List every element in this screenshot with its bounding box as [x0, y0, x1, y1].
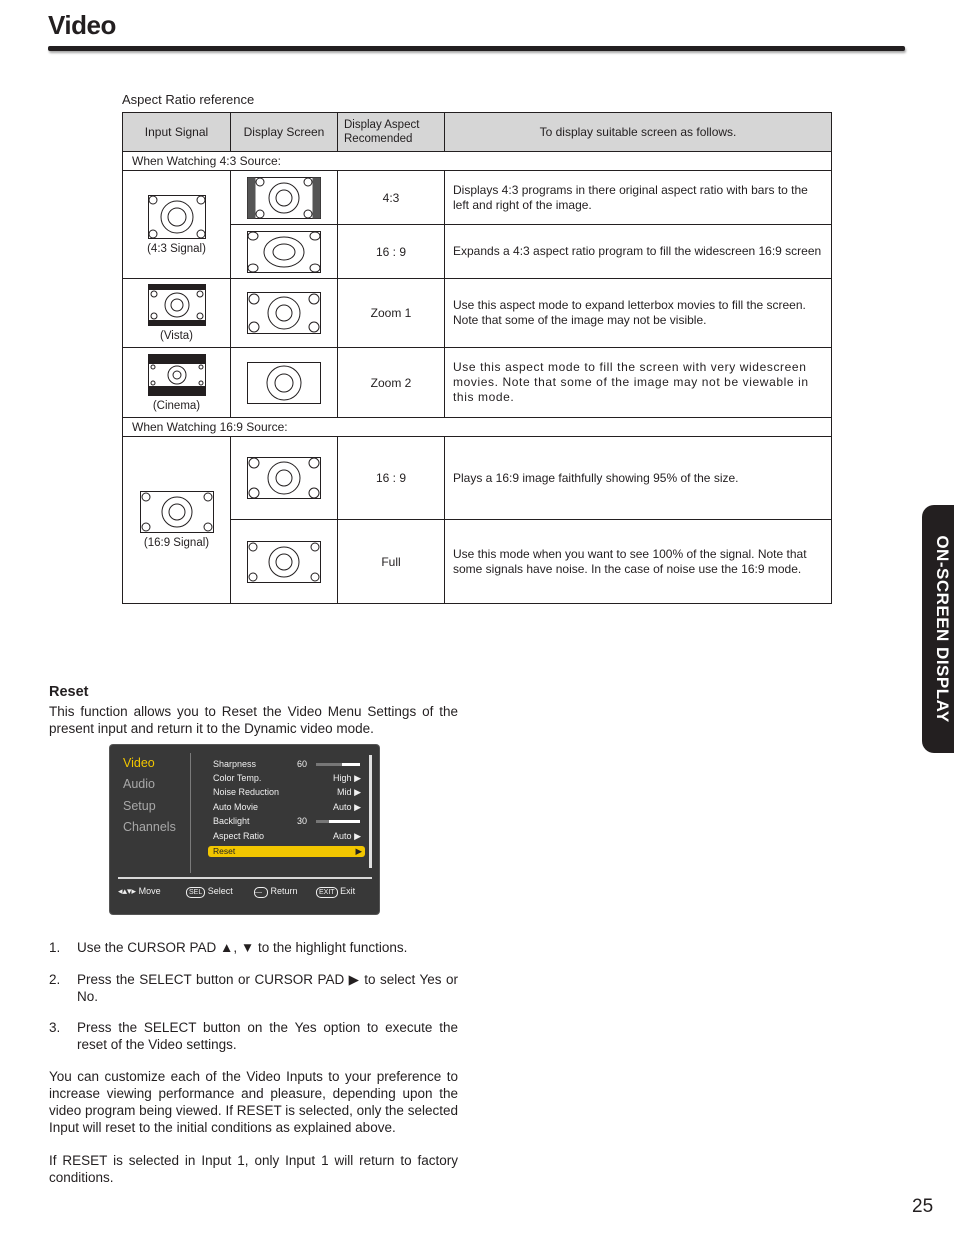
section-side-tab: [922, 505, 954, 753]
header-display-screen: Display Screen: [231, 113, 338, 152]
aspect-value: 16 : 9: [338, 437, 445, 520]
aspect-value: Zoom 2: [338, 348, 445, 418]
step-number: 2.: [49, 972, 61, 987]
signal-43-thumbnail: [148, 195, 206, 239]
footer-return: [254, 886, 298, 898]
chevron-right-icon: ▶: [354, 831, 361, 841]
sharpness-level-fill: [316, 763, 342, 766]
menu-item-reset-highlight[interactable]: [208, 846, 365, 857]
step-number: 1.: [49, 940, 61, 955]
section-169-source: When Watching 16:9 Source:: [123, 418, 832, 437]
menu-divider-vertical: [190, 753, 191, 873]
aspect-description: Displays 4:3 programs in there original aspect ratio with bars to the left and right of the image.: [445, 171, 832, 225]
signal-cinema-thumbnail: [148, 354, 206, 396]
footer-return-label: Return: [270, 886, 298, 896]
step-2: [49, 971, 458, 1005]
page-title: Video: [48, 10, 116, 40]
display-screen-zoom1: [231, 279, 338, 348]
footer-select: [186, 886, 233, 898]
aspect-value: Zoom 1: [338, 279, 445, 348]
chevron-right-icon: ▶: [354, 773, 361, 783]
menu-item-color-temp[interactable]: [213, 773, 363, 786]
step-text: Press the SELECT button on the Yes option to execute the reset of the Video settings.: [77, 1020, 458, 1052]
screen-43-pillarbox-thumbnail: [247, 177, 321, 219]
aspect-ratio-table: [122, 112, 832, 604]
footer-select-label: Select: [207, 886, 233, 896]
menu-item-aspect-ratio[interactable]: [213, 831, 363, 844]
footer-exit-label: Exit: [340, 886, 356, 896]
display-screen-zoom2: [231, 348, 338, 418]
display-screen-169-95: [231, 437, 338, 520]
footer-move-label: Move: [138, 886, 161, 896]
menu-item-label: Backlight: [213, 816, 250, 826]
menu-item-value: Auto: [333, 831, 352, 841]
screen-full-thumbnail: [247, 541, 321, 583]
signal-label-169: (16:9 Signal): [143, 537, 210, 549]
customize-paragraph: You can customize each of the Video Inputs to your preference to increase viewing performance and pleasure, depending upon the video program being viewed. If RESET is selected, only the selected Input will reset to the initial conditions as explained above.: [49, 1069, 458, 1135]
screen-169-95-thumbnail: [247, 457, 321, 499]
input-signal-cinema: [123, 348, 231, 418]
cursor-pad-icon: ◂▴▾▸: [118, 886, 137, 896]
menu-item-value: Auto: [333, 802, 352, 812]
screen-zoom1-thumbnail: [247, 292, 321, 334]
signal-label-vista: (Vista): [159, 330, 194, 342]
sel-key-icon: SEL: [186, 887, 205, 898]
menu-item-value: 30: [297, 816, 308, 826]
return-key-icon: —: [254, 887, 268, 898]
exit-key-icon: EXIT: [316, 887, 338, 898]
aspect-value: Full: [338, 520, 445, 604]
backlight-level-fill: [316, 820, 329, 823]
footer-move: [118, 886, 161, 897]
menu-item-value: 60: [297, 759, 308, 769]
display-screen-169-stretch: [231, 225, 338, 279]
step-text: Press the SELECT button or CURSOR PAD ▶ to select Yes or No.: [77, 972, 458, 1004]
footer-exit: [316, 886, 355, 898]
header-description: To display suitable screen as follows.: [445, 113, 832, 152]
chevron-right-icon: ▶: [355, 846, 362, 856]
side-tab-label: ON-SCREEN DISPLAY: [933, 535, 952, 723]
aspect-description: Use this aspect mode to fill the screen with very widescreen movies. Note that some of the image may not be viewable in this mode.: [445, 348, 832, 418]
menu-item-label: Noise Reduction: [213, 787, 280, 797]
menu-item-label: Color Temp.: [213, 773, 262, 783]
menu-item-sharpness[interactable]: [213, 759, 363, 772]
input1-reset-paragraph: If RESET is selected in Input 1, only Input 1 will return to factory conditions.: [49, 1153, 458, 1185]
signal-169-thumbnail: [140, 491, 214, 533]
menu-item-noise-reduction[interactable]: [213, 787, 363, 800]
step-text: Use the CURSOR PAD ▲, ▼ to the highlight functions.: [77, 940, 408, 955]
menu-category-audio[interactable]: Audio: [123, 777, 155, 791]
chevron-right-icon: ▶: [354, 802, 361, 812]
menu-category-video[interactable]: Video: [123, 756, 155, 770]
menu-item-label: Reset: [213, 846, 236, 856]
signal-vista-thumbnail: [148, 284, 206, 326]
step-1: [49, 939, 458, 956]
section-43-source: When Watching 4:3 Source:: [123, 152, 832, 171]
menu-item-value: High: [333, 773, 352, 783]
signal-label-cinema: (Cinema): [152, 399, 201, 412]
aspect-value: 4:3: [338, 171, 445, 225]
input-signal-43: [123, 171, 231, 279]
table-header-row: [123, 113, 832, 152]
menu-item-backlight[interactable]: [213, 816, 363, 829]
menu-item-label: Aspect Ratio: [213, 831, 265, 841]
aspect-description: Use this mode when you want to see 100% of the signal. Note that some signals have noise. In the case of noise use the 16:9 mode.: [445, 520, 832, 604]
menu-item-label: Sharpness: [213, 759, 257, 769]
backlight-level-bar[interactable]: [316, 820, 360, 823]
input-signal-169: [123, 437, 231, 604]
input-signal-vista: [123, 279, 231, 348]
reset-intro: This function allows you to Reset the Video Menu Settings of the present input and return it to the Dynamic video mode.: [49, 704, 458, 736]
screen-zoom2-thumbnail: [247, 362, 321, 404]
step-number: 3.: [49, 1020, 61, 1035]
aspect-description: Use this aspect mode to expand letterbox movies to fill the screen. Note that some of the image may not be visible.: [445, 279, 832, 348]
header-display-aspect: Display Aspect Recomended: [338, 113, 445, 152]
menu-divider-horizontal: [118, 877, 372, 879]
video-osd-menu: [110, 745, 379, 914]
menu-scrollbar[interactable]: [369, 755, 372, 868]
table-caption: Aspect Ratio reference: [122, 92, 255, 107]
aspect-description: Expands a 4:3 aspect ratio program to fill the widescreen 16:9 screen: [445, 225, 832, 279]
aspect-description: Plays a 16:9 image faithfully showing 95% of the size.: [445, 437, 832, 520]
menu-category-setup[interactable]: Setup: [123, 799, 156, 813]
display-screen-full: [231, 520, 338, 604]
display-screen-43: [231, 171, 338, 225]
menu-category-channels[interactable]: Channels: [123, 820, 176, 834]
signal-label-43: (4:3 Signal): [147, 242, 206, 255]
reset-heading: Reset: [49, 684, 89, 700]
menu-item-auto-movie[interactable]: [213, 802, 363, 815]
menu-item-label: Auto Movie: [213, 802, 259, 812]
aspect-value: 16 : 9: [338, 225, 445, 279]
title-rule: [48, 46, 905, 51]
chevron-right-icon: ▶: [354, 787, 361, 797]
screen-169-stretch-thumbnail: [247, 231, 321, 273]
page-number: 25: [912, 1196, 934, 1217]
step-3: [49, 1019, 458, 1053]
header-input-signal: Input Signal: [123, 113, 231, 152]
menu-item-value: Mid: [337, 787, 352, 797]
sharpness-level-bar[interactable]: [316, 763, 360, 766]
